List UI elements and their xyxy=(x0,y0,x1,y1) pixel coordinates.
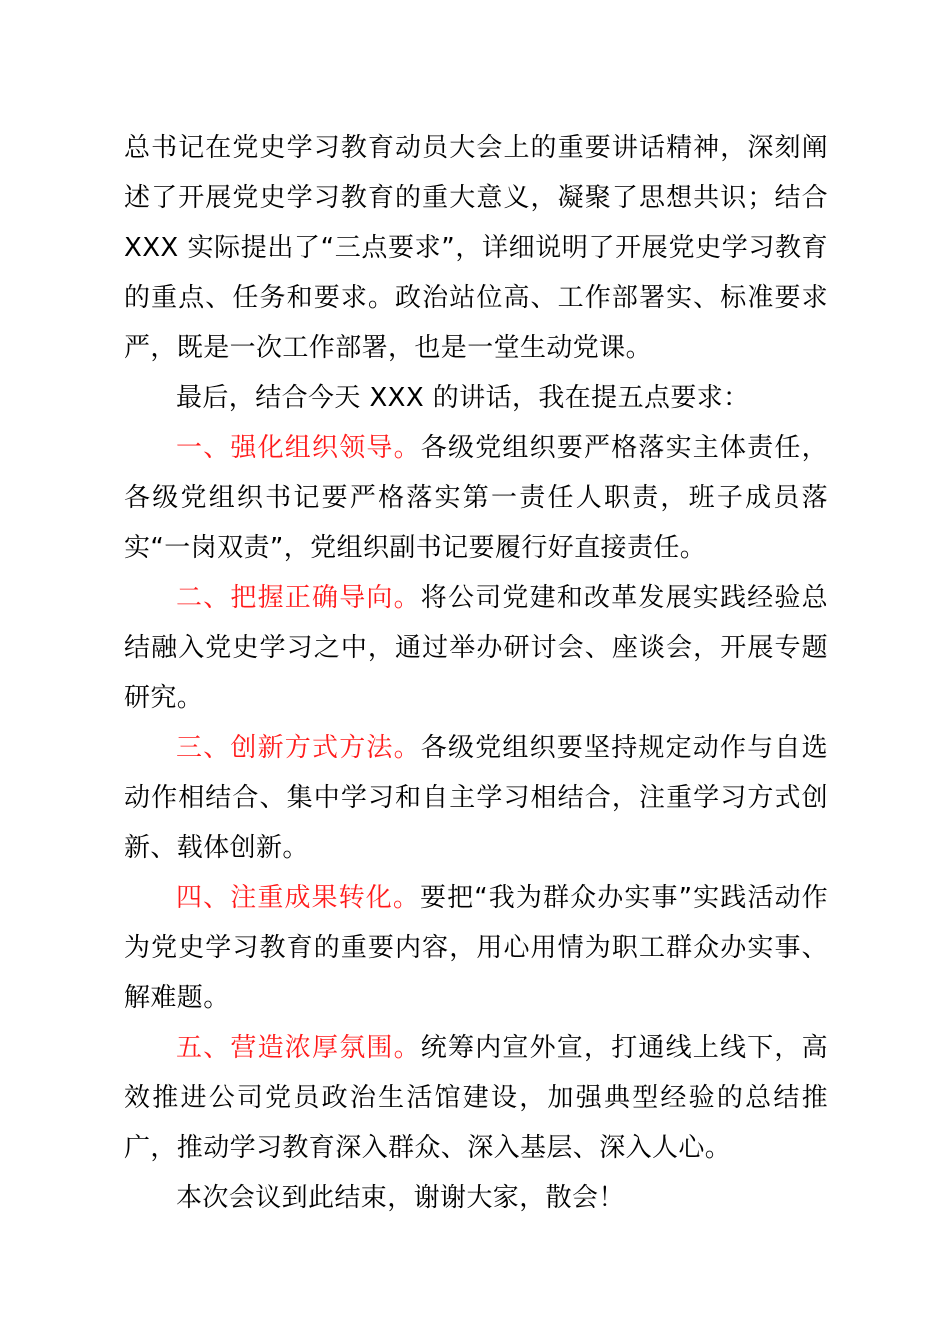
requirement-heading: 五、营造浓厚氛围。 xyxy=(176,1033,421,1063)
requirement-heading: 一、强化组织领导。 xyxy=(176,433,421,463)
requirement-heading: 四、注重成果转化。 xyxy=(176,883,420,913)
paragraph-closing xyxy=(124,1173,828,1223)
requirement-text: 各级党组织要坚持规定动作与自选动作相结合、集中学习和自主学习相结合，注重学习方式创新、载体创新。 xyxy=(124,733,828,863)
requirement-text: 要把“我为群众办实事”实践活动作为党史学习教育的重要内容，用心用情为职工群众办实事、解难题。 xyxy=(124,883,828,1013)
paragraph-text: 总书记在党史学习教育动员大会上的重要讲话精神，深刻阐述了开展党史学习教育的重大意义，凝聚了思想共识；结合 XXX 实际提出了“三点要求”，详细说明了开展党史学习教育的重点、任务和要求。政治站位高、工作部署实、标准要求严，既是一次工作部署，也是一堂生动党课。 xyxy=(124,133,828,363)
requirement-item-3 xyxy=(124,723,828,873)
requirement-item-2 xyxy=(124,573,828,723)
requirement-text: 各级党组织要严格落实主体责任，各级党组织书记要严格落实第一责任人职责，班子成员落实“一岗双责”，党组织副书记要履行好直接责任。 xyxy=(124,433,828,563)
requirement-text: 将公司党建和改革发展实践经验总结融入党史学习之中，通过举办研讨会、座谈会，开展专题研究。 xyxy=(124,583,828,713)
requirement-heading: 三、创新方式方法。 xyxy=(176,733,421,763)
requirement-item-4 xyxy=(124,873,828,1023)
paragraph-five-requirements-lead xyxy=(124,373,828,423)
requirement-item-5 xyxy=(124,1023,828,1173)
paragraph-intro xyxy=(124,123,828,373)
paragraph-text: 最后，结合今天 XXX 的讲话，我在提五点要求： xyxy=(176,383,750,413)
requirement-item-1 xyxy=(124,423,828,573)
requirement-heading: 二、把握正确导向。 xyxy=(176,583,421,613)
document-body xyxy=(124,123,828,1223)
paragraph-text: 本次会议到此结束，谢谢大家，散会！ xyxy=(176,1183,625,1213)
requirement-text: 统筹内宣外宣，打通线上线下，高效推进公司党员政治生活馆建设，加强典型经验的总结推广，推动学习教育深入群众、深入基层、深入人心。 xyxy=(124,1033,828,1163)
